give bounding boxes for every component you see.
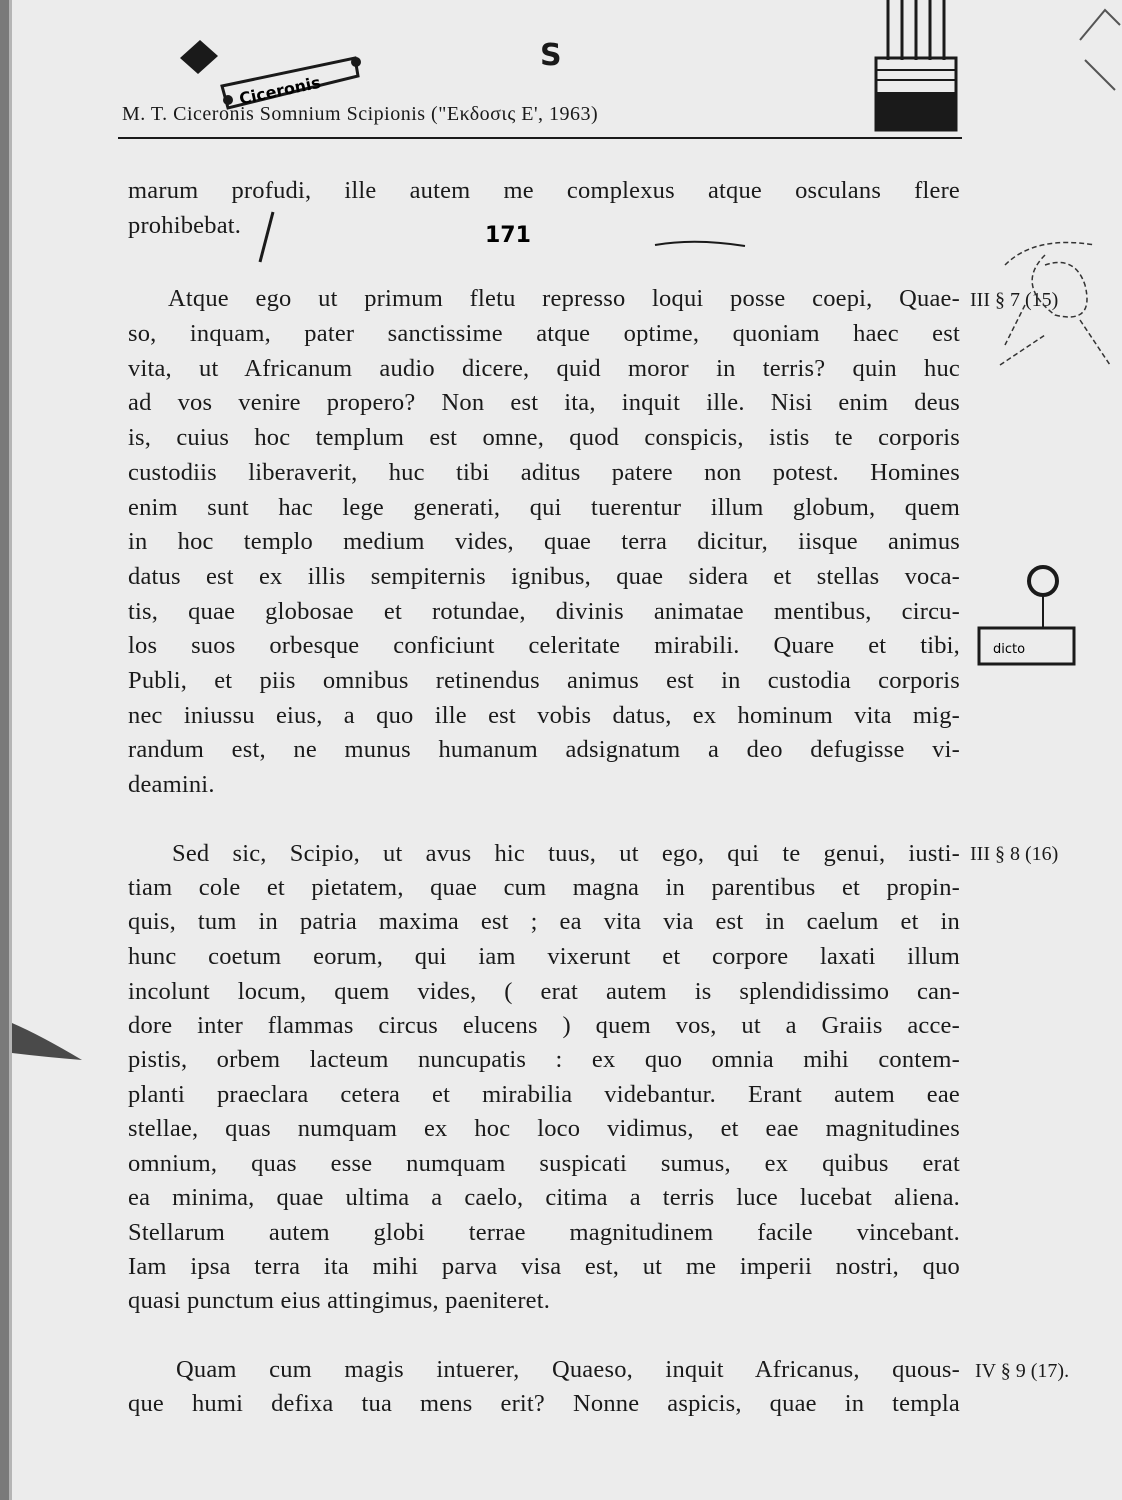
- binding-shadow: [0, 0, 9, 1500]
- text-line: Quam cum magis intuerer, Quaeso, inquit Africanus, quous-: [176, 1356, 960, 1383]
- text-line: in hoc templo medium vides, quae terra dicitur, iisque animus: [128, 528, 960, 555]
- text-line: so, inquam, pater sanctissime atque optime, quoniam haec est: [128, 320, 960, 347]
- text-line: pistis, orbem lacteum nuncupatis : ex quo omnia mihi contem-: [128, 1046, 960, 1073]
- margin-reference: IV § 9 (17).: [975, 1360, 1070, 1382]
- text-line: randum est, ne munus humanum adsignatum a deo defugisse vi-: [128, 736, 960, 763]
- margin-reference: III § 8 (16): [970, 843, 1059, 865]
- header-rule: [118, 137, 962, 139]
- text-line: is, cuius hoc templum est omne, quod conspicis, istis te corporis: [128, 424, 960, 451]
- text-line: Sed sic, Scipio, ut avus hic tuus, ut ego, qui te genui, iusti-: [172, 840, 960, 867]
- text-line: tis, quae globosae et rotundae, divinis animatae mentibus, circu-: [128, 598, 960, 625]
- running-header: M. T. Ciceronis Somnium Scipionis ("Εκδοσις Ε', 1963): [122, 103, 599, 125]
- text-line: que humi defixa tua mens erit? Nonne aspicis, quae in templa: [128, 1390, 960, 1417]
- handwritten-label: Ciceronis: [237, 72, 323, 109]
- text-line: omnium, quas esse numquam suspicati sumus, ex quibus erat: [128, 1150, 960, 1177]
- text-line: Iam ipsa terra ita mihi parva visa est, ut me imperii nostri, quo: [128, 1253, 960, 1280]
- margin-box-label: dicto: [993, 642, 1026, 657]
- handwritten-mark: 171: [485, 223, 531, 248]
- text-line: quis, tum in patria maxima est ; ea vita via est in caelum et in: [128, 908, 960, 935]
- text-line: dore inter flammas circus elucens ) quem vos, ut a Graiis acce-: [128, 1012, 960, 1039]
- binding-edge: [9, 0, 12, 1500]
- corner-scribble-icon: [1075, 0, 1122, 100]
- scribble-circle-icon: [985, 225, 1122, 400]
- stamp-letter: S: [540, 38, 562, 73]
- text-line: ad vos venire propero? Non est ita, inquit ille. Nisi enim deus: [128, 389, 960, 416]
- margin-reference: III § 7 (15): [970, 289, 1059, 311]
- text-line: Atque ego ut primum fletu represso loqui posse coepi, Quae-: [168, 285, 960, 312]
- text-line: stellae, quas numquam ex hoc loco vidimus, et eae magnitudines: [128, 1115, 960, 1142]
- text-line: planti praeclara cetera et mirabilia videbantur. Erant autem eae: [128, 1081, 960, 1108]
- text-line: hunc coetum eorum, qui iam vixerunt et corpore laxati illum: [128, 943, 960, 970]
- text-line: datus est ex illis sempiternis ignibus, quae sidera et stellas voca-: [128, 563, 960, 590]
- text-line: vita, ut Africanum audio dicere, quid moror in terris? quin huc: [128, 355, 960, 382]
- text-line: tiam cole et pietatem, quae cum magna in parentibus et propin-: [128, 874, 960, 901]
- text-line: Publi, et piis omnibus retinendus animus est in custodia corporis: [128, 667, 960, 694]
- text-line: incolunt locum, quem vides, ( erat autem is splendidissimo can-: [128, 978, 960, 1005]
- text-line: enim sunt hac lege generati, qui tuerentur illum globum, quem: [128, 494, 960, 521]
- text-line: nec iniussu eius, a quo ille est vobis datus, ex hominum vita mig-: [128, 702, 960, 729]
- text-line: ea minima, quae ultima a caelo, citima a terris luce lucebat aliena.: [128, 1184, 960, 1211]
- handwritten-mark-doodle: [255, 210, 775, 265]
- margin-box-doodle: [965, 560, 1080, 675]
- text-line: los suos orbesque conficiunt celeritate mirabili. Quare et tibi,: [128, 632, 960, 659]
- quill-smudge-icon: [0, 1015, 90, 1075]
- text-line: quasi punctum eius attingimus, paeniteret.: [128, 1287, 551, 1314]
- text-line: marum profudi, ille autem me complexus atque osculans flere: [128, 177, 960, 204]
- text-line: deamini.: [128, 771, 215, 798]
- text-line: prohibebat.: [128, 212, 242, 239]
- text-line: custodiis liberaverit, huc tibi aditus patere non potest. Homines: [128, 459, 960, 486]
- text-line: Stellarum autem globi terrae magnitudinem facile vincebant.: [128, 1219, 960, 1246]
